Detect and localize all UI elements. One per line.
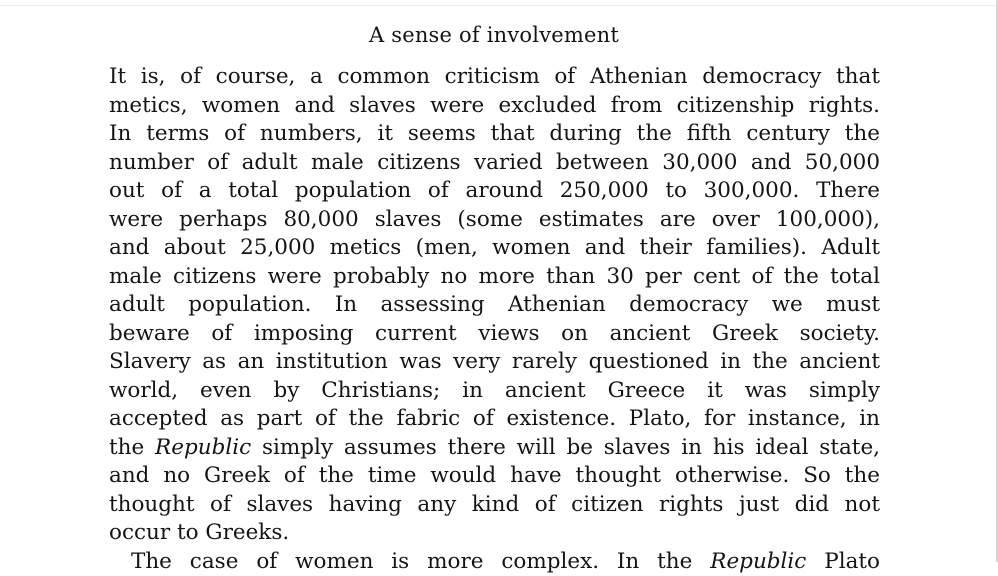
text-fragment: Plato (806, 549, 880, 574)
text-line: out of a total population of around 250,000 to 300,000. There (109, 177, 880, 206)
page-top-rule (0, 5, 998, 6)
text-line: beware of imposing current views on ancient Greek society. (109, 320, 880, 349)
text-line: adult population. In assessing Athenian democracy we must (109, 291, 880, 320)
text-line: It is, of course, a common criticism of Athenian democracy that (109, 63, 880, 92)
text-line (109, 434, 880, 463)
text-line: Slavery as an institution was very rarely questioned in the ancient (109, 348, 880, 377)
text-line: accepted as part of the fabric of existence. Plato, for instance, in (109, 405, 880, 434)
text-line: were perhaps 80,000 slaves (some estimates are over 100,000), (109, 206, 880, 235)
text-line: male citizens were probably no more than 30 per cent of the total (109, 263, 880, 292)
text-line: number of adult male citizens varied between 30,000 and 50,000 (109, 149, 880, 178)
text-line: occur to Greeks. (109, 519, 880, 548)
text-line: world, even by Christians; in ancient Greece it was simply (109, 377, 880, 406)
section-heading: A sense of involvement (0, 20, 988, 50)
text-line: thought of slaves having any kind of citizen rights just did not (109, 491, 880, 520)
text-fragment: the (109, 435, 155, 460)
text-fragment: The case of women is more complex. In the (131, 549, 710, 574)
book-title-italic: Republic (155, 435, 251, 460)
text-fragment: simply assumes there will be slaves in his ideal state, (251, 435, 880, 460)
text-line: and about 25,000 metics (men, women and their families). Adult (109, 234, 880, 263)
book-title-italic: Republic (710, 549, 806, 574)
text-line: and no Greek of the time would have thought otherwise. So the (109, 462, 880, 491)
text-line: In terms of numbers, it seems that during the fifth century the (109, 120, 880, 149)
text-line: metics, women and slaves were excluded from citizenship rights. (109, 92, 880, 121)
body-text (109, 63, 880, 576)
